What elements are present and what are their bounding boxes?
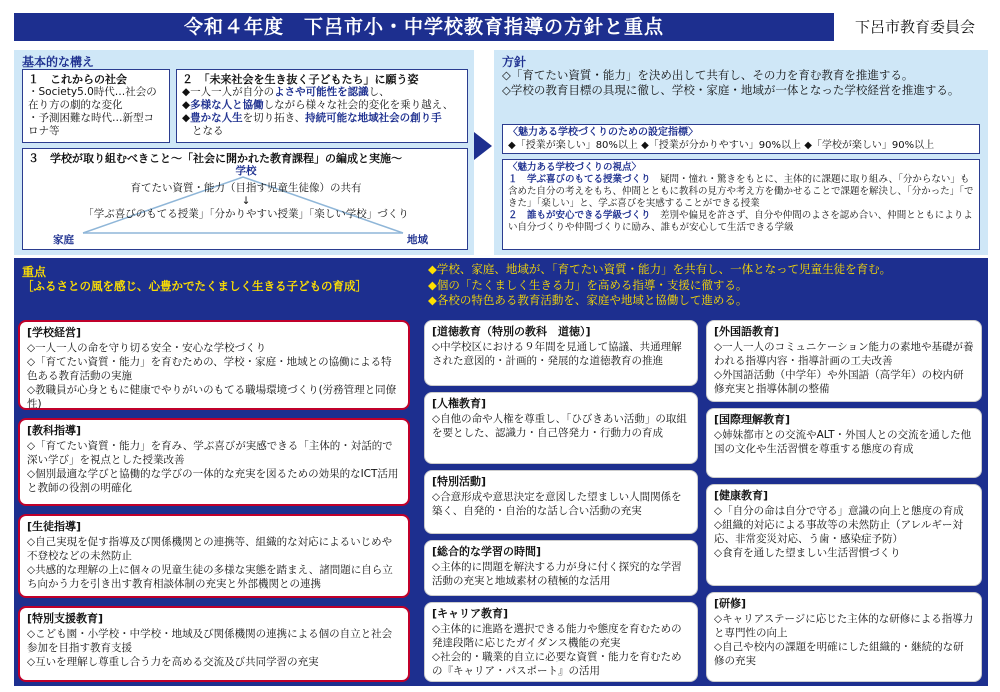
society-line: ・予測困難な時代…新型コロナ等 [28, 112, 154, 137]
header [0, 0, 1000, 46]
card-line: ◇自己実現を促す指導及び関係機関との連携等、組織的な対応によるいじめや不登校などの未然防止 [27, 536, 393, 562]
curriculum-box [22, 148, 468, 250]
shared-abilities-text: 育てたい資質・能力（目指す児童生徒像）の共有 [130, 182, 362, 194]
indicator-box [502, 124, 980, 154]
community-label: 地域 [407, 234, 428, 246]
card-human-rights [424, 392, 698, 464]
card-line: ◇一人一人のコミュニケーション能力の素地や基礎が養われる指導内容・指導計画の工夫改善 [714, 341, 974, 367]
page-title: 令和４年度 下呂市小・中学校教育指導の方針と重点 [14, 13, 834, 41]
card-line: ◇食育を通した望ましい生活習慣づくり [714, 547, 901, 559]
curriculum-title: ３ 学校が取り組むべきこと～「社会に開かれた教育課程」の編成と実施～ [28, 152, 402, 165]
card-title: [特別活動] [432, 475, 487, 488]
card-line: ◇組織的対応による事故等の未然防止（アレルギー対応、非常変災対応、う歯・感染症予防） [714, 519, 963, 545]
card-line: ◇こども園・小学校・中学校・地域及び関係機関の連携による個の自立と社会参加を目指す教育支援 [27, 628, 393, 654]
card-line: ◇姉妹都市との交流やALT・外国人との交流を通した他国の文化や生活習慣を尊重する態度の育成 [714, 429, 972, 455]
policy-line: ◇学校の教育目標の具現に徹し、学校・家庭・地域が一体となった学校経営を推進する。 [502, 83, 960, 97]
card-moral-education [424, 320, 698, 386]
focus-panel [14, 258, 988, 686]
card-title: [国際理解教育] [714, 413, 791, 426]
right-arrow-icon [474, 132, 492, 160]
basic-stance-heading: 基本的な構え [22, 55, 95, 69]
card-line: ◇互いを理解し尊重し合う力を高める交流及び共同学習の充実 [27, 656, 319, 668]
viewpoint-title: 〈魅力ある学校づくりの視点〉 [508, 162, 642, 173]
card-line: ◇主体的に問題を解決する力が身に付く探究的な学習活動の充実と地域素材の積極的な活用 [432, 561, 682, 587]
card-title: [キャリア教育] [432, 607, 509, 620]
desired-figure-title: ２ 「未来社会を生き抜く子どもたち」に願う姿 [182, 73, 419, 86]
card-line: ◇外国語活動（中学年）や外国語（高学年）の校内研修充実と指導体制の整備 [714, 369, 964, 395]
card-special-activities [424, 470, 698, 534]
card-international-understanding [706, 408, 982, 478]
card-line: ◇「育てたい資質・能力」を育み、学ぶ喜びが実感できる「主体的・対話的で深い学び」を視点とした授業改善 [27, 440, 393, 466]
card-line: ◇自他の命や人権を尊重し、「ひびきあい活動」の取組を要とした、認識力・自己啓発力・行動力の育成 [432, 413, 687, 439]
policy-lines [502, 68, 980, 98]
policy-panel [494, 50, 988, 255]
card-line: ◇社会的・職業的自立に必要な資質・能力を育むための『キャリア・パスポート』の活用 [432, 651, 682, 677]
focus-bullet: ◆個の「たくましく生きる力」を高める指導・支援に徹する。 [428, 277, 748, 292]
home-label: 家庭 [53, 234, 74, 246]
card-title: [研修] [714, 597, 747, 610]
focus-subtitle: ［ふるさとの風を感じ、心豊かでたくましく生きる子どもの育成］ [22, 279, 367, 293]
desired-line: ◆豊かな人生を切り拓き、持続可能な地域社会の創り手 [182, 112, 442, 124]
policy-heading: 方針 [502, 55, 527, 69]
card-title: [総合的な学習の時間] [432, 545, 542, 558]
focus-heading: 重点 [22, 265, 47, 279]
card-school-management [18, 320, 410, 410]
card-foreign-language [706, 320, 982, 402]
desired-line: となる [192, 125, 224, 137]
card-title: [学校経営] [27, 326, 82, 339]
card-career-education [424, 602, 698, 682]
basic-stance-panel [14, 50, 474, 255]
card-line: ◇キャリアステージに応じた主体的な研修による指導力と専門性の向上 [714, 613, 974, 639]
card-special-support [18, 606, 410, 682]
focus-bullets [428, 262, 984, 309]
viewpoint-1: １ 学ぶ喜びのもてる授業づくり 疑問・憧れ・驚きをもとに、主体的に課題に取り組み、「分からない」も含めた自分の考えをもち、仲間とともに教科の見方や考え方を働かせることで課題を解決し、「分かった」「できた」「楽しい」と、学ぶ喜びを実感することができる授業 [508, 174, 974, 209]
indicator-line: ◆「授業が楽しい」80%以上 ◆「授業が分かりやすい」90%以上 ◆「学校が楽しい」90%以上 [508, 139, 935, 151]
school-making-text: 「学ぶ喜びのもてる授業」「分かりやすい授業」「楽しい学校」づくり [83, 208, 409, 220]
card-line: ◇中学校区における９年間を見通して協議、共通理解された意図的・計画的・発展的な道徳教育の推進 [432, 341, 682, 367]
card-line: ◇教職員が心身ともに健康でやりがいのもてる職場環境づくり(労務管理と同僚性) [27, 384, 397, 410]
card-subject-teaching [18, 418, 410, 506]
card-title: [特別支援教育] [27, 612, 104, 625]
card-line: ◇「自分の命は自分で守る」意識の向上と態度の育成 [714, 505, 964, 517]
viewpoint-2: ２ 誰もが安心できる学級づくり 差別や偏見を許さず、自分や仲間のよさを認め合い、仲間とともによりよい自分づくりや仲間づくりに励み、誰もが安心して生活できる学級 [508, 210, 973, 233]
school-label: 学校 [235, 165, 257, 177]
card-training [706, 592, 982, 682]
card-title: [道徳教育（特別の教科 道徳）] [432, 325, 591, 338]
viewpoint-box [502, 159, 980, 250]
society-title: １ これからの社会 [28, 73, 127, 86]
indicator-title: 〈魅力ある学校づくりのための設定指標〉 [508, 127, 698, 138]
focus-bullet: ◆学校、家庭、地域が、「育てたい資質・能力」を共有し、一体となって児童生徒を育む。 [428, 262, 892, 276]
card-line: ◇共感的な理解の上に個々の児童生徒の多様な実態を踏まえ、諸問題に自ら立ち向かう力を引き出す教育相談体制の充実と外部機関との連携 [27, 564, 393, 590]
society-box [22, 69, 170, 143]
card-health-education [706, 484, 982, 586]
policy-line: ◇「育てたい資質・能力」を決め出して共有し、その力を育む教育を推進する。 [502, 68, 914, 82]
card-line: ◇自己や校内の課題を明確にした組織的・継続的な研修の充実 [714, 641, 964, 667]
card-student-guidance [18, 514, 410, 598]
card-line: ◇「育てたい資質・能力」を育むための、学校・家庭・地域との協働による特色ある教育活動の実施 [27, 356, 392, 382]
card-title: [人権教育] [432, 397, 487, 410]
card-title: [教科指導] [27, 424, 82, 437]
card-line: ◇主体的に進路を選択できる能力や態度を育むための発達段階に応じたガイダンス機能の充実 [432, 623, 682, 649]
desired-line: ◆一人一人が自分のよさや可能性を認識し、 [182, 86, 390, 98]
card-title: [外国語教育] [714, 325, 780, 338]
society-line: ・Society5.0時代…社会の在り方の劇的な変化 [28, 86, 157, 111]
card-title: [生徒指導] [27, 520, 82, 533]
card-line: ◇合意形成や意思決定を意図した望ましい人間関係を築く、自発的・自治的な話し合い活動の充実 [432, 491, 682, 517]
card-line: ◇個別最適な学びと協働的な学びの一体的な充実を図るための効果的なICT活用と教師の役割の明確化 [27, 468, 399, 494]
organization-name: 下呂市教育委員会 [854, 18, 975, 36]
focus-bullet: ◆各校の特色ある教育活動を、家庭や地域と協働して進める。 [428, 293, 748, 307]
card-title: [健康教育] [714, 489, 769, 502]
down-arrow: ↓ [241, 195, 251, 207]
card-line: ◇一人一人の命を守り切る安全・安心な学校づくり [27, 342, 267, 354]
card-integrated-study [424, 540, 698, 596]
desired-figure-box [176, 69, 468, 143]
desired-line: ◆多様な人と協働しながら様々な社会的変化を乗り越え、 [182, 99, 454, 111]
